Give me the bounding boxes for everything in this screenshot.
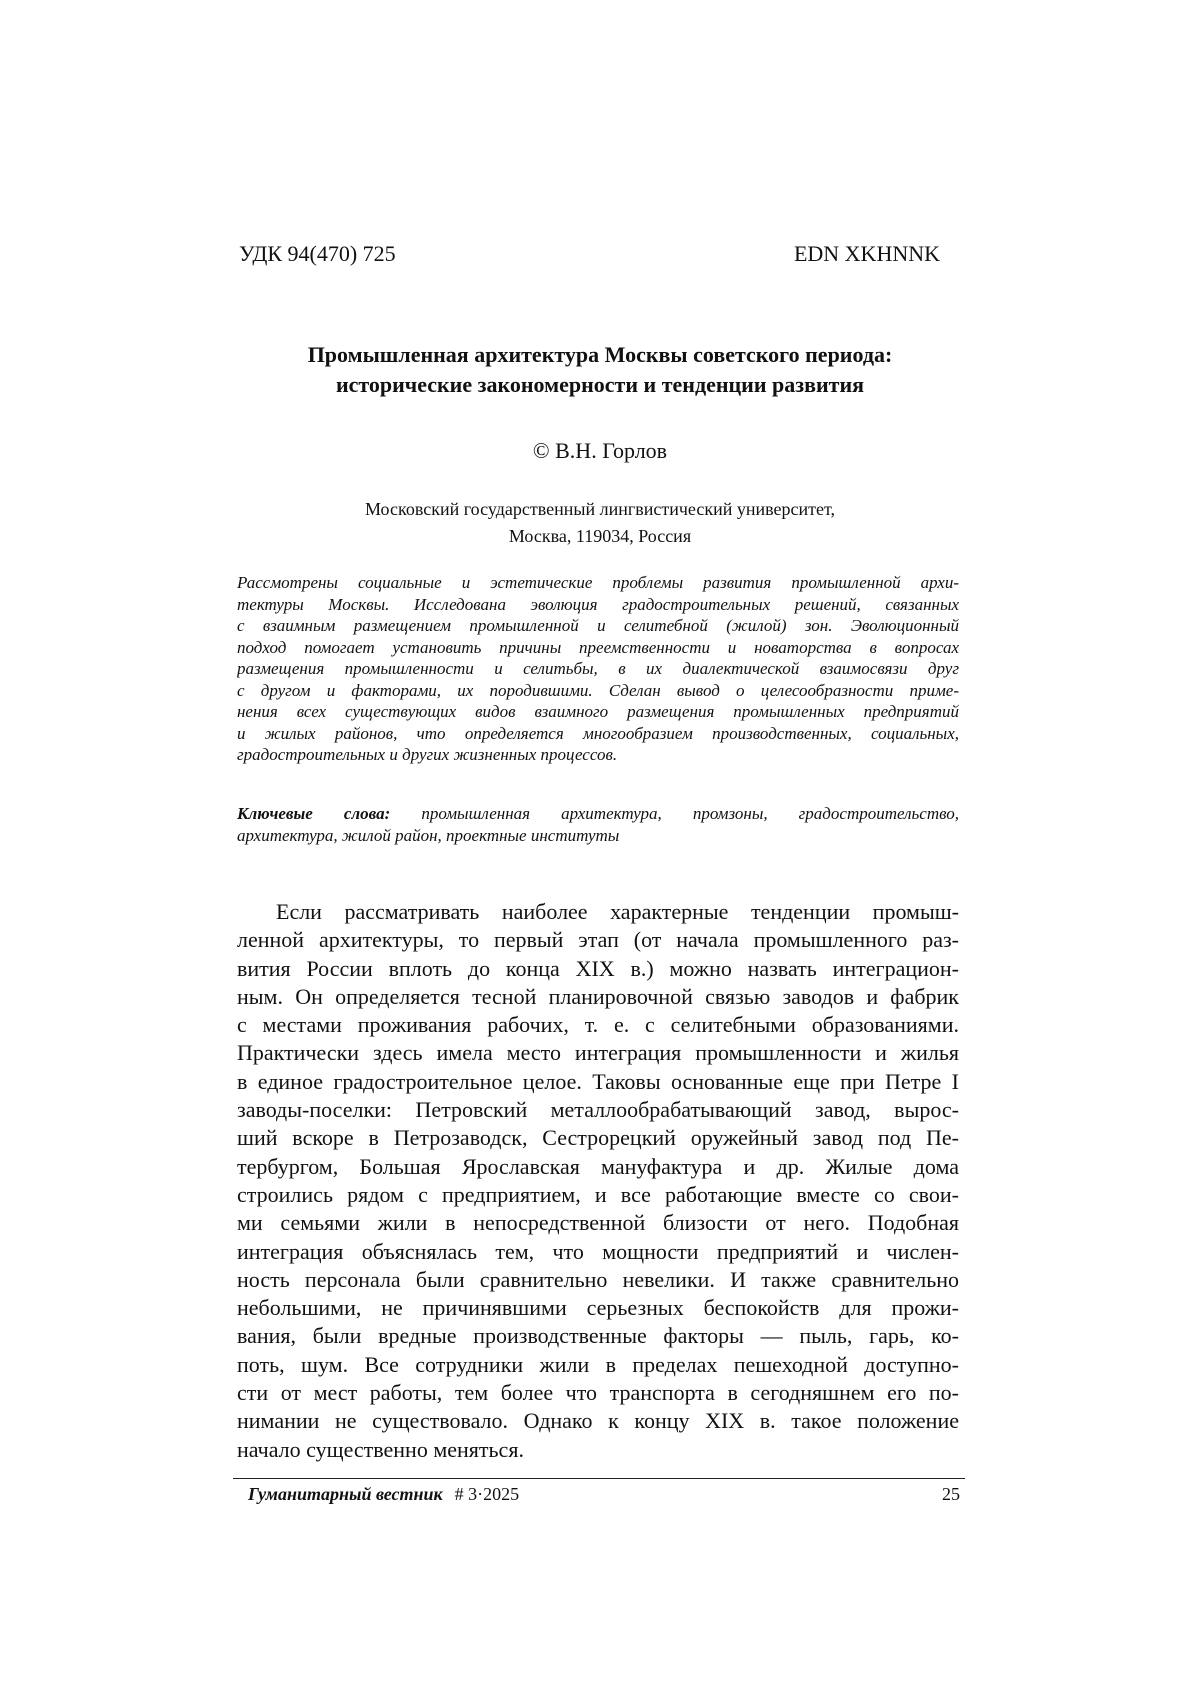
abstract-line: и жилых районов, что определяется многообразием производственных, социальных,: [237, 723, 959, 743]
body-line: Практически здесь имела место интеграция промышленности и жилья: [237, 1040, 959, 1066]
journal-name: Гуманитарный вестник: [248, 1484, 443, 1504]
body-line: начало существенно меняться.: [237, 1436, 524, 1462]
body-line: нимании не существовало. Однако к концу XIX в. такое положение: [237, 1408, 959, 1434]
body-line: заводы-поселки: Петровский металлообрабатывающий завод, вырос-: [237, 1097, 959, 1123]
footer-rule: [233, 1478, 965, 1479]
body-line: интеграция объяснялась тем, что мощности предприятий и числен-: [237, 1238, 959, 1264]
body-line: Если рассматривать наиболее характерные тенденции промыш-: [276, 899, 959, 924]
keywords: [237, 803, 959, 847]
body-line: в единое градостроительное целое. Таковы основанные еще при Петре I: [237, 1068, 959, 1094]
keywords-line: [237, 803, 959, 825]
edn-code: EDN XKHNNK: [793, 241, 940, 266]
body-text: [237, 898, 959, 1464]
body-line: вания, были вредные производственные факторы — пыль, гарь, ко-: [237, 1323, 959, 1349]
abstract-line: тектуры Москвы. Исследована эволюция градостроительных решений, связанных: [237, 594, 959, 614]
keywords-label: Ключевые слова:: [237, 804, 391, 823]
affiliation: [230, 496, 970, 550]
abstract-line: Рассмотрены социальные и эстетические проблемы развития промышленной архи-: [237, 573, 959, 592]
title-line: исторические закономерности и тенденции развития: [335, 372, 865, 397]
udk-code: УДК 94(470) 725: [239, 241, 396, 266]
body-line: с местами проживания рабочих, т. е. с селитебными образованиями.: [237, 1012, 959, 1038]
abstract-line: градостроительных и других жизненных процессов.: [237, 745, 618, 764]
author: © В.Н. Горлов: [532, 438, 668, 463]
body-line: ность персонала были сравнительно невелики. И также сравнительно: [237, 1266, 959, 1292]
abstract: [237, 572, 959, 766]
article-title: [230, 340, 970, 400]
abstract-line: размещения промышленности и селитьбы, в их диалектической взаимосвязи друг: [237, 659, 959, 678]
body-line: небольшими, не причинявшими серьезных беспокойств для прожи-: [237, 1295, 959, 1321]
abstract-line: с взаимным размещением промышленной и селитебной (жилой) зон. Эволюционный: [237, 616, 959, 635]
body-line: ным. Он определяется тесной планировочной связью заводов и фабрик: [237, 983, 959, 1009]
body-line: ленной архитектуры, то первый этап (от начала промышленного раз-: [237, 927, 959, 953]
abstract-line: с другом и факторами, их породившими. Сделан вывод о целесообразности приме-: [237, 680, 959, 700]
affiliation-line: Московский государственный лингвистический университет,: [365, 499, 835, 519]
abstract-line: подход помогает установить причины преемственности и новаторства в вопросах: [237, 637, 959, 657]
keywords-text: промышленная архитектура, промзоны, градостроительство,: [421, 804, 959, 823]
body-line: ший вскоре в Петрозаводск, Сестрорецкий оружейный завод под Пе-: [237, 1125, 959, 1151]
body-line: поть, шум. Все сотрудники жили в пределах пешеходной доступно-: [237, 1351, 959, 1377]
page-number: 25: [942, 1484, 960, 1504]
body-line: вития России вплоть до конца XIX в.) можно назвать интеграцион-: [237, 955, 959, 981]
abstract-line: нения всех существующих видов взаимного размещения промышленных предприятий: [237, 702, 959, 721]
body-line: сти от мест работы, тем более что транспорта в сегодняшнем его по-: [237, 1380, 959, 1406]
affiliation-line: Москва, 119034, Россия: [508, 526, 692, 546]
body-line: ми семьями жили в непосредственной близости от него. Подобная: [237, 1210, 959, 1236]
journal-issue: # 3·2025: [454, 1484, 520, 1504]
body-line: тербургом, Большая Ярославская мануфактура и др. Жилые дома: [237, 1153, 959, 1179]
body-line: строились рядом с предприятием, и все работающие вместе со свои-: [237, 1181, 959, 1207]
title-line: Промышленная архитектура Москвы советского периода:: [307, 342, 893, 367]
keywords-line: архитектура, жилой район, проектные институты: [237, 826, 620, 845]
footer-journal: [248, 1484, 519, 1505]
